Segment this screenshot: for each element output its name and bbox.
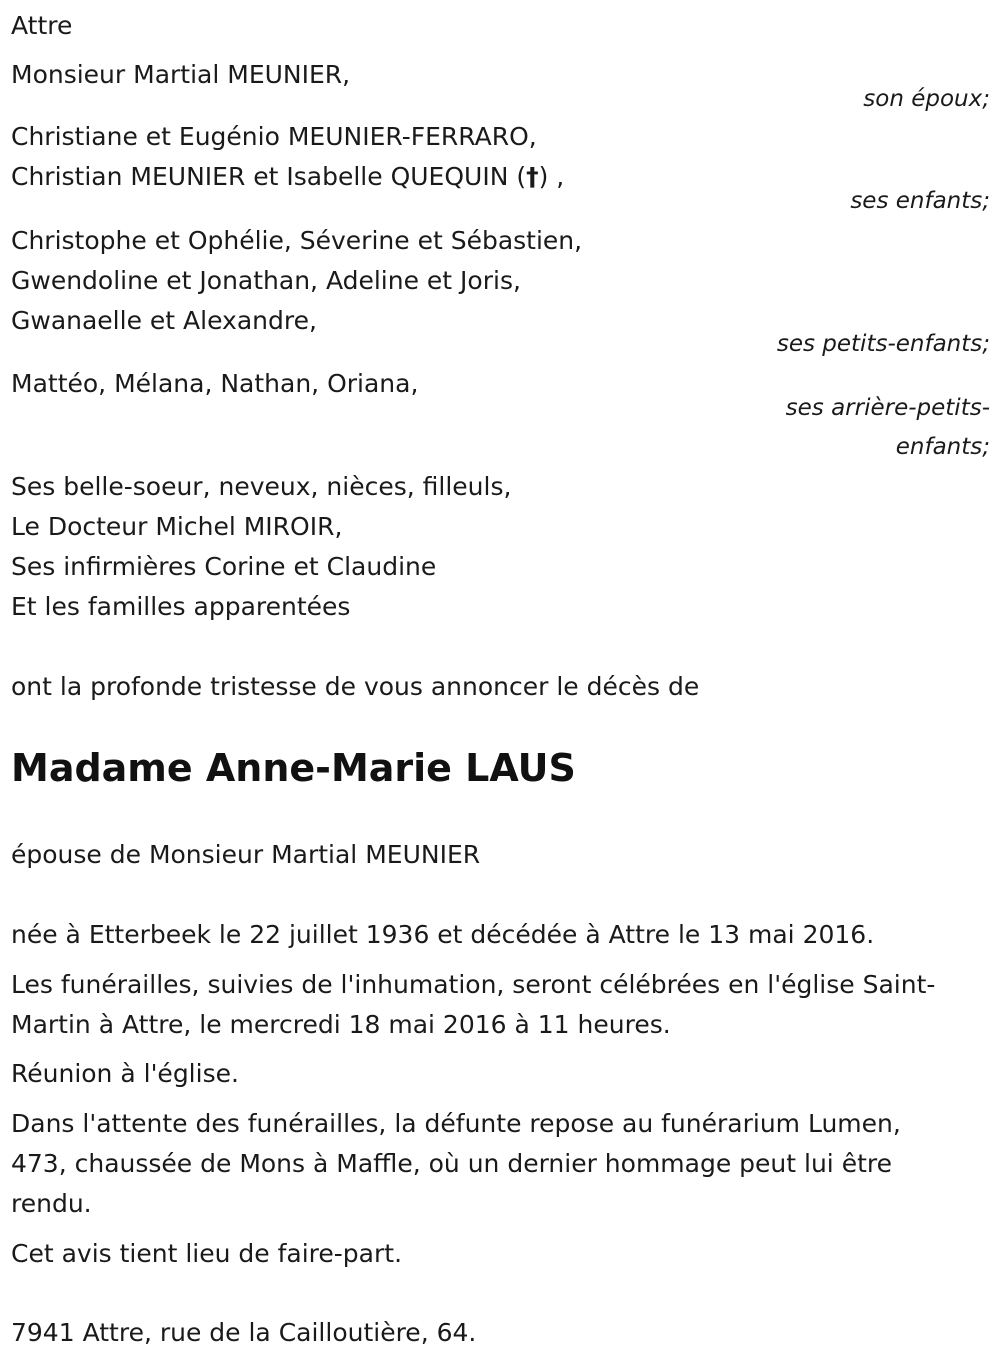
grandchildren-line: Christophe et Ophélie, Séverine et Sébastien, [11, 226, 583, 255]
announcement: ont la profonde tristesse de vous annoncer le décès de [11, 672, 700, 701]
grandchildren-line: Gwanaelle et Alexandre, [11, 306, 317, 335]
children-line-text: Christian MEUNIER et Isabelle QUEQUIN ( [11, 162, 527, 191]
spouse-line: Monsieur Martial MEUNIER, [11, 60, 351, 89]
rest-line: rendu. [11, 1189, 92, 1218]
others-line: Ses belle-soeur, neveux, nièces, filleuls, [11, 472, 512, 501]
others-line: Le Docteur Michel MIROIR, [11, 512, 343, 541]
address: 7941 Attre, rue de la Cailloutière, 64. [11, 1318, 477, 1347]
great-grandchildren-role: enfants; [895, 434, 990, 460]
great-grandchildren-role: ses arrière-petits- [785, 395, 990, 421]
children-line [11, 157, 564, 197]
place-header: Attre [11, 11, 73, 40]
children-line: Christiane et Eugénio MEUNIER-FERRARO, [11, 122, 537, 151]
grandchildren-role: ses petits-enfants; [776, 331, 990, 357]
spouse-of: épouse de Monsieur Martial MEUNIER [11, 840, 481, 869]
rest-line: 473, chaussée de Mons à Maffle, où un dernier hommage peut lui être [11, 1149, 892, 1178]
closing: Cet avis tient lieu de faire-part. [11, 1239, 403, 1268]
grandchildren-line: Gwendoline et Jonathan, Adeline et Joris, [11, 266, 521, 295]
birth-death: née à Etterbeek le 22 juillet 1936 et décédée à Attre le 13 mai 2016. [11, 920, 875, 949]
rest-line: Dans l'attente des funérailles, la défunte repose au funérarium Lumen, [11, 1109, 901, 1138]
funeral-line: Les funérailles, suivies de l'inhumation, seront célébrées en l'église Saint- [11, 970, 936, 999]
funeral-line: Martin à Attre, le mercredi 18 mai 2016 à 11 heures. [11, 1010, 671, 1039]
spouse-role: son époux; [863, 86, 990, 112]
children-role: ses enfants; [850, 188, 990, 214]
cross-icon: † [526, 162, 539, 191]
others-line: Ses infirmières Corine et Claudine [11, 552, 437, 581]
deceased-name: Madame Anne-Marie LAUS [11, 746, 576, 790]
great-grandchildren-line: Mattéo, Mélana, Nathan, Oriana, [11, 369, 419, 398]
meeting: Réunion à l'église. [11, 1059, 239, 1088]
others-line: Et les familles apparentées [11, 592, 351, 621]
children-line-end: ) , [538, 162, 565, 191]
